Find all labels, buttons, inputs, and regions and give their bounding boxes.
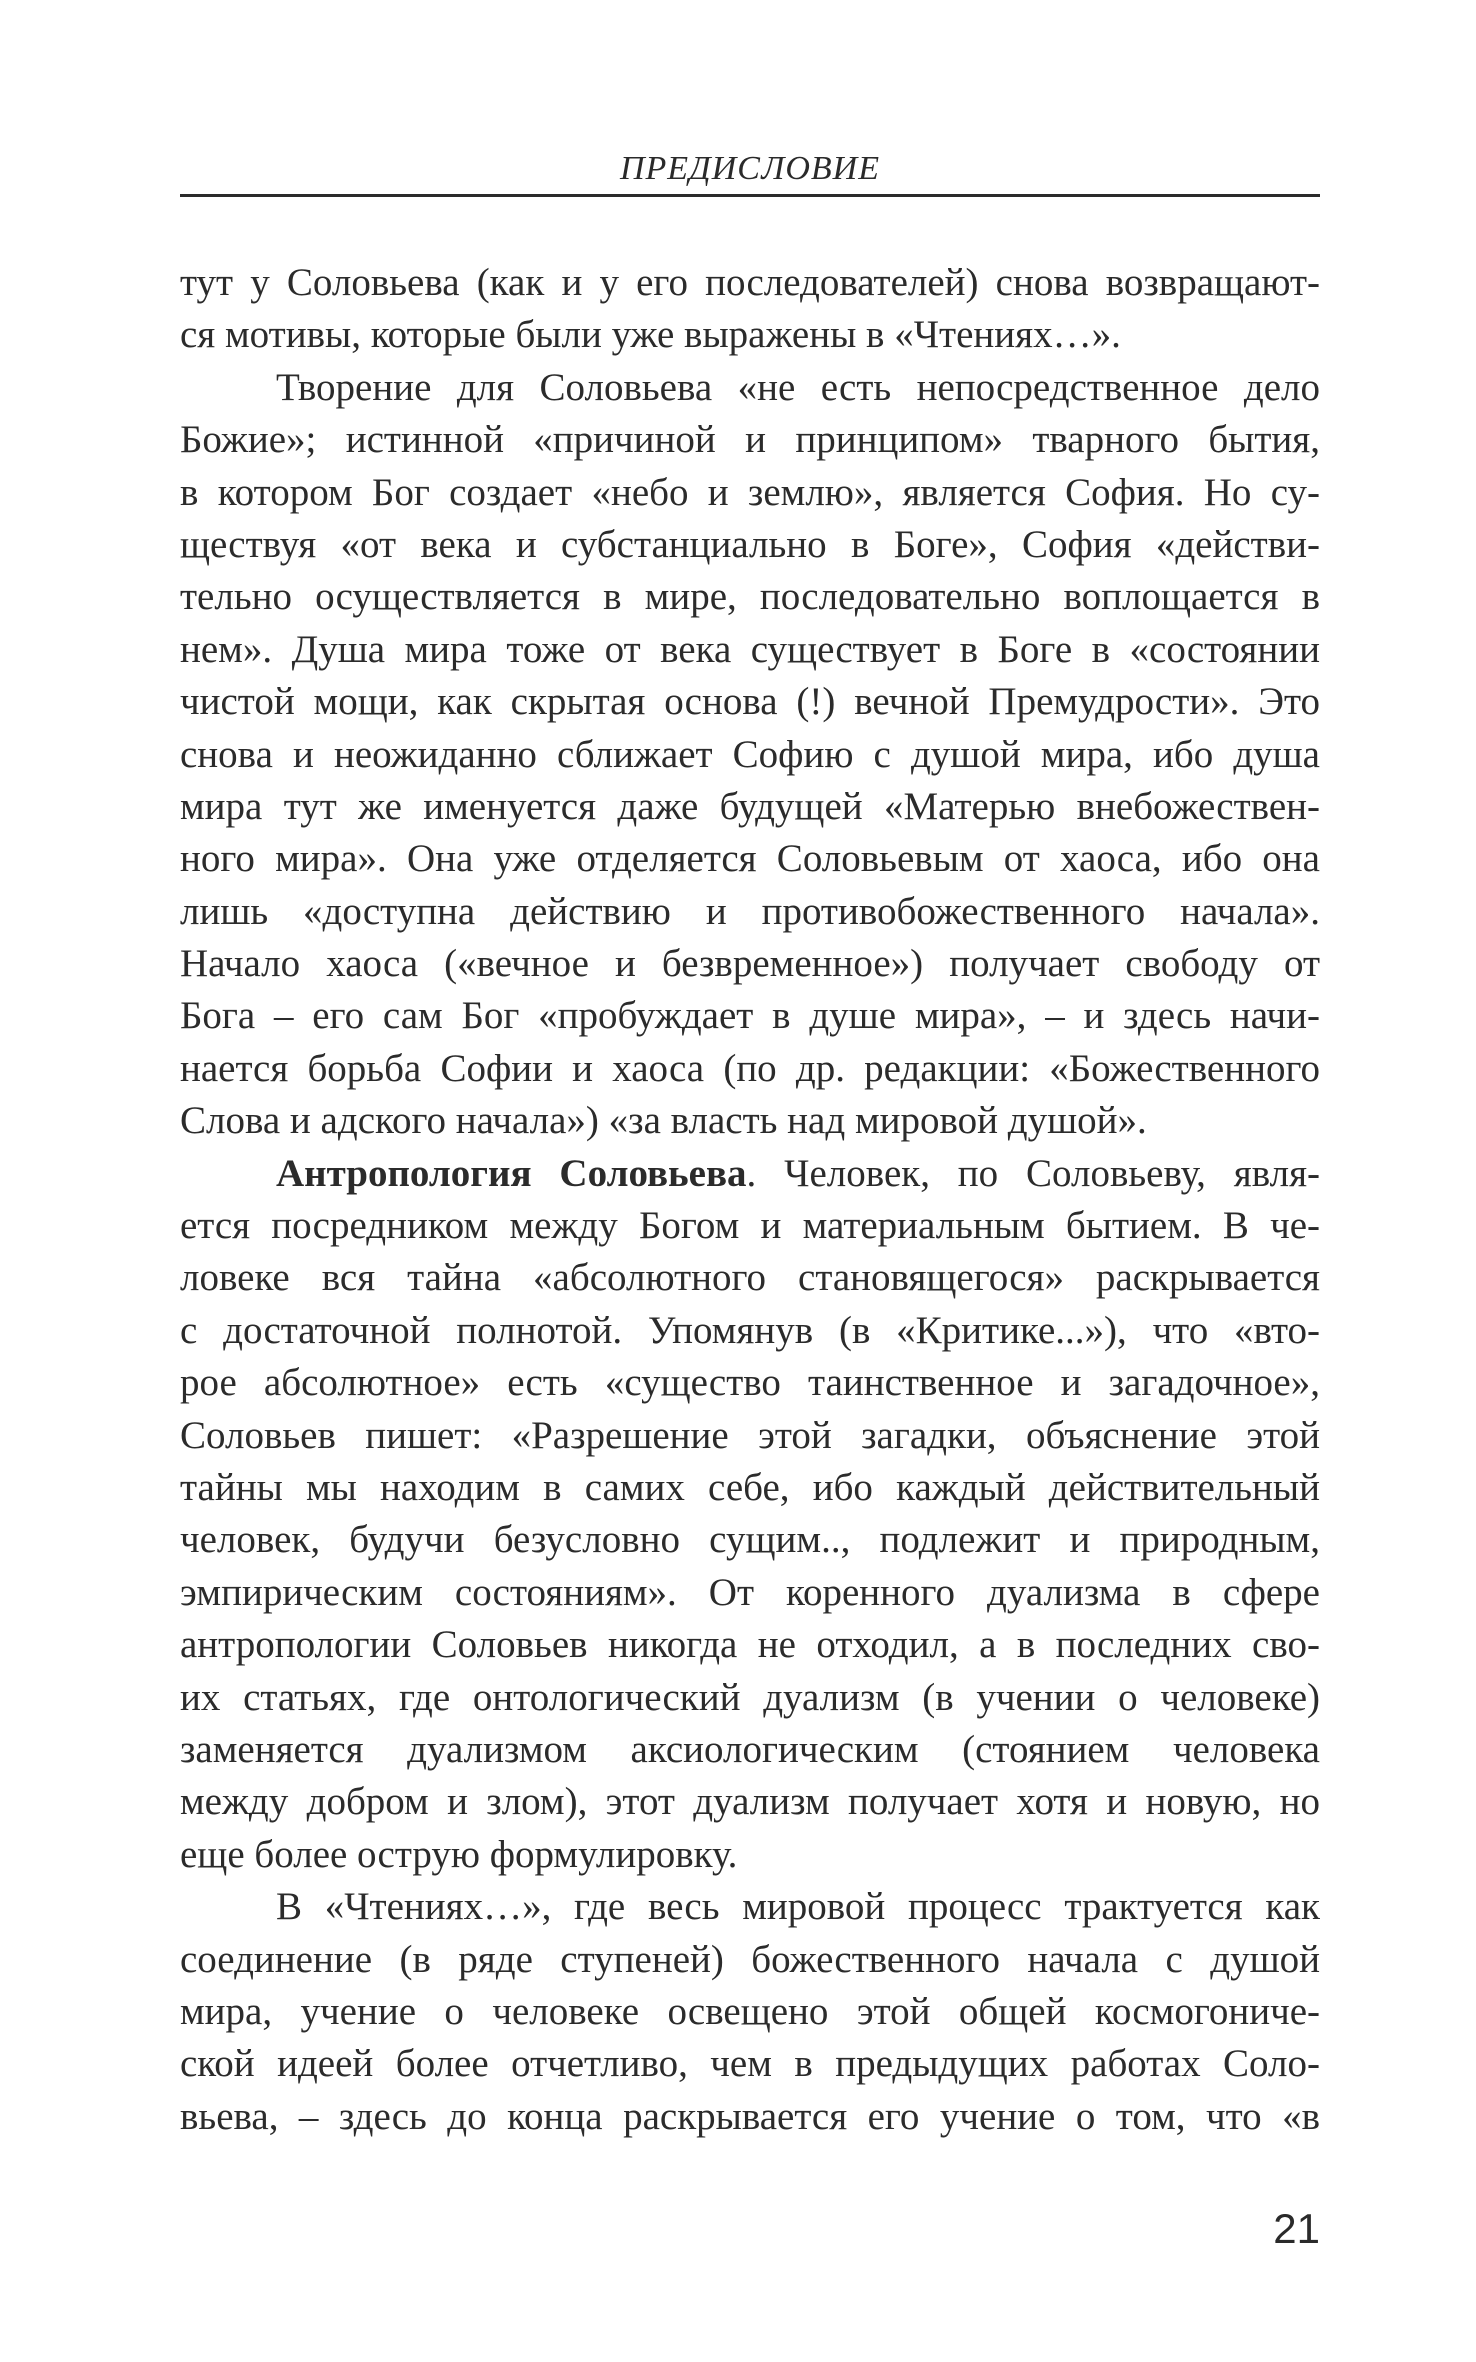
text-line: ется посредником между Богом и материальным бытием. В че-	[180, 1204, 1320, 1248]
text-line: тельно осуществляется в мире, последовательно воплощается в	[180, 575, 1320, 619]
text-line-rest: . Человек, по Соловьеву, явля-	[746, 1151, 1320, 1195]
text-line: тайны мы находим в самих себе, ибо каждый действительный	[180, 1465, 1320, 1509]
text-line: ся мотивы, которые были уже выражены в «Чтениях…».	[180, 313, 1121, 357]
text-line: с достаточной полнотой. Упомянув (в «Критике...»), что «вто-	[180, 1308, 1320, 1352]
text-line: еще более острую формулировку.	[180, 1832, 738, 1876]
text-line: тут у Соловьева (как и у его последователей) снова возвращают-	[180, 261, 1320, 304]
text-line: лишь «доступна действию и противобожественного начала».	[180, 889, 1320, 933]
text-line: между добром и злом), этот дуализм получает хотя и новую, но	[180, 1780, 1320, 1824]
text-line: ловеке вся тайна «абсолютного становящегося» раскрывается	[180, 1256, 1320, 1300]
text-line: мира тут же именуется даже будущей «Матерью внебожествен-	[180, 784, 1320, 828]
text-line	[180, 1148, 1320, 1200]
text-line: соединение (в ряде ступеней) божественного начала с душой	[180, 1937, 1320, 1981]
text-line: их статьях, где онтологический дуализм (в учении о человеке)	[180, 1675, 1320, 1719]
text-line: Начало хаоса («вечное и безвременное») получает свободу от	[180, 942, 1320, 986]
text-line: Слова и адского начала») «за власть над мировой душой».	[180, 1099, 1147, 1143]
text-line: ного мира». Она уже отделяется Соловьевым от хаоса, ибо она	[180, 837, 1320, 881]
text-line: вьева, – здесь до конца раскрывается его учение о том, что «в	[180, 2094, 1320, 2138]
text-line: Бога – его сам Бог «пробуждает в душе мира», – и здесь начи-	[180, 994, 1320, 1038]
text-line: нается борьба Софии и хаоса (по др. редакции: «Божественного	[180, 1046, 1320, 1090]
body-text	[180, 257, 1320, 2143]
text-line: заменяется дуализмом аксиологическим (стоянием человека	[180, 1727, 1320, 1771]
text-line: эмпирическим состояниям». От коренного дуализма в сфере	[180, 1570, 1320, 1614]
text-line: нем». Душа мира тоже от века существует в Боге в «состоянии	[180, 627, 1320, 671]
text-line: чистой мощи, как скрытая основа (!) вечной Премудрости». Это	[180, 680, 1320, 724]
text-line: мира, учение о человеке освещено этой общей космогониче-	[180, 1989, 1320, 2033]
text-line: Соловьев пишет: «Разрешение этой загадки, объяснение этой	[180, 1413, 1320, 1457]
text-line: снова и неожиданно сближает Софию с душой мира, ибо душа	[180, 732, 1320, 776]
section-lead-heading: Антропология Соловьева	[276, 1151, 747, 1195]
text-line: антропологии Соловьев никогда не отходил, а в последних сво-	[180, 1623, 1320, 1667]
text-line: рое абсолютное» есть «существо таинственное и загадочное»,	[180, 1361, 1320, 1405]
text-line: человек, будучи безусловно сущим.., подлежит и природным,	[180, 1518, 1320, 1562]
text-line: в котором Бог создает «небо и землю», является София. Но су-	[180, 470, 1320, 514]
text-line: Божие»; истинной «причиной и принципом» тварного бытия,	[180, 418, 1320, 462]
running-head-title: ПРЕДИСЛОВИЕ	[619, 150, 881, 187]
text-line: Творение для Соловьева «не есть непосредственное дело	[276, 365, 1320, 409]
page-number: 21	[1273, 2205, 1320, 2252]
header-rule	[180, 194, 1320, 197]
text-line: ской идеей более отчетливо, чем в предыдущих работах Соло-	[180, 2042, 1320, 2086]
text-line: ществуя «от века и субстанциально в Боге», София «действи-	[180, 522, 1320, 566]
text-line: В «Чтениях…», где весь мировой процесс трактуется как	[276, 1885, 1320, 1929]
